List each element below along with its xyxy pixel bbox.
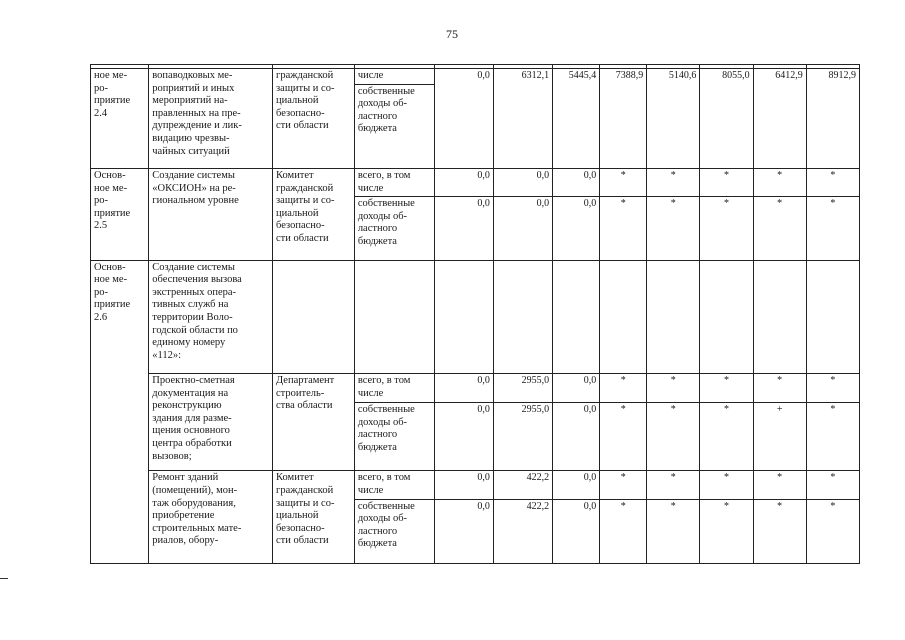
- source-cell: всего, в том числе: [354, 169, 434, 197]
- value-cell: +: [753, 403, 806, 471]
- value-cell: 8055,0: [700, 69, 753, 169]
- value-cell: *: [647, 471, 700, 499]
- value-cell: 0,0: [553, 197, 600, 260]
- source-cell: всего, в том числе: [354, 374, 434, 403]
- executor-cell: Комитет гражданской защиты и со- циальной безопасно- сти области: [273, 169, 355, 261]
- source-cell: числе: [354, 69, 434, 85]
- source-cell: собственные доходы об- ластного бюджета: [354, 84, 434, 168]
- event-cell: ное ме- ро- приятие 2.4: [91, 69, 149, 169]
- table-row: [91, 471, 860, 499]
- page-number: 75: [446, 27, 458, 41]
- table-row: [91, 374, 860, 403]
- value-cell: *: [600, 403, 647, 471]
- source-cell: всего, в том числе: [354, 471, 434, 499]
- value-cell: 7388,9: [600, 69, 647, 169]
- value-cell: 2955,0: [493, 403, 552, 471]
- value-cell: 5445,4: [553, 69, 600, 169]
- value-cell: *: [700, 403, 753, 471]
- empty-cell: [273, 260, 355, 373]
- subevent-name-cell: Проектно-сметная документация на реконструкцию здания для разме- щения основного центра обработки вызовов;: [149, 374, 273, 471]
- value-cell: *: [600, 471, 647, 499]
- value-cell: 6312,1: [493, 69, 552, 169]
- source-cell: собственные доходы об- ластного бюджета: [354, 197, 434, 260]
- value-cell: *: [806, 169, 859, 197]
- empty-cell: [700, 260, 753, 373]
- value-cell: 8912,9: [806, 69, 859, 169]
- event-cell: Основ- ное ме- ро- приятие 2.5: [91, 169, 149, 261]
- value-cell: 0,0: [434, 471, 493, 499]
- value-cell: 0,0: [553, 374, 600, 403]
- value-cell: 0,0: [434, 197, 493, 260]
- value-cell: *: [753, 169, 806, 197]
- value-cell: 0,0: [434, 403, 493, 471]
- value-cell: 422,2: [493, 499, 552, 563]
- value-cell: *: [806, 197, 859, 260]
- table-row: [91, 260, 860, 373]
- value-cell: *: [700, 471, 753, 499]
- empty-cell: [434, 260, 493, 373]
- event-name-cell: Создание системы «ОКСИОН» на ре- гиональном уровне: [149, 169, 273, 261]
- value-cell: *: [806, 403, 859, 471]
- event-cell: Основ- ное ме- ро- приятие 2.6: [91, 260, 149, 563]
- empty-cell: [354, 260, 434, 373]
- value-cell: *: [806, 374, 859, 403]
- value-cell: 0,0: [434, 374, 493, 403]
- empty-cell: [647, 260, 700, 373]
- empty-cell: [600, 260, 647, 373]
- empty-cell: [493, 260, 552, 373]
- executor-cell: Комитет гражданской защиты и со- циальной безопасно- сти области: [273, 471, 355, 564]
- source-cell: собственные доходы об- ластного бюджета: [354, 499, 434, 563]
- value-cell: *: [753, 374, 806, 403]
- value-cell: *: [647, 499, 700, 563]
- value-cell: *: [647, 197, 700, 260]
- value-cell: 0,0: [493, 197, 552, 260]
- value-cell: *: [600, 499, 647, 563]
- value-cell: 0,0: [434, 169, 493, 197]
- source-cell: собственные доходы об- ластного бюджета: [354, 403, 434, 471]
- value-cell: *: [753, 471, 806, 499]
- empty-cell: [753, 260, 806, 373]
- value-cell: *: [600, 169, 647, 197]
- value-cell: 6412,9: [753, 69, 806, 169]
- table-row: [91, 69, 860, 85]
- value-cell: *: [753, 499, 806, 563]
- value-cell: 0,0: [553, 403, 600, 471]
- value-cell: 0,0: [553, 471, 600, 499]
- executor-cell: Департамент строитель- ства области: [273, 374, 355, 471]
- value-cell: 0,0: [434, 499, 493, 563]
- scan-mark: [0, 578, 8, 579]
- value-cell: *: [700, 374, 753, 403]
- budget-table: [90, 64, 860, 564]
- value-cell: *: [806, 499, 859, 563]
- value-cell: 5140,6: [647, 69, 700, 169]
- value-cell: *: [700, 499, 753, 563]
- subevent-name-cell: Ремонт зданий (помещений), мон- таж оборудования, приобретение строительных мате- риалов, обору-: [149, 471, 273, 564]
- value-cell: 2955,0: [493, 374, 552, 403]
- value-cell: *: [700, 169, 753, 197]
- table-row: [91, 169, 860, 197]
- value-cell: *: [600, 374, 647, 403]
- executor-cell: гражданской защиты и со- циальной безопасно- сти области: [273, 69, 355, 169]
- empty-cell: [553, 260, 600, 373]
- value-cell: *: [647, 374, 700, 403]
- event-name-cell: вопаводковых ме- роприятий и иных мероприятий на- правленных на пре- дупреждение и лик- видацию чрезвы- чайных ситуаций: [149, 69, 273, 169]
- empty-cell: [806, 260, 859, 373]
- value-cell: 422,2: [493, 471, 552, 499]
- value-cell: *: [753, 197, 806, 260]
- value-cell: *: [600, 197, 647, 260]
- event-name-cell: Создание системы обеспечения вызова экстренных опера- тивных служб на территории Воло- годской области по единому номеру «112»:: [149, 260, 273, 373]
- value-cell: 0,0: [434, 69, 493, 169]
- value-cell: 0,0: [553, 169, 600, 197]
- value-cell: *: [806, 471, 859, 499]
- value-cell: *: [647, 169, 700, 197]
- value-cell: 0,0: [553, 499, 600, 563]
- value-cell: *: [700, 197, 753, 260]
- value-cell: 0,0: [493, 169, 552, 197]
- value-cell: *: [647, 403, 700, 471]
